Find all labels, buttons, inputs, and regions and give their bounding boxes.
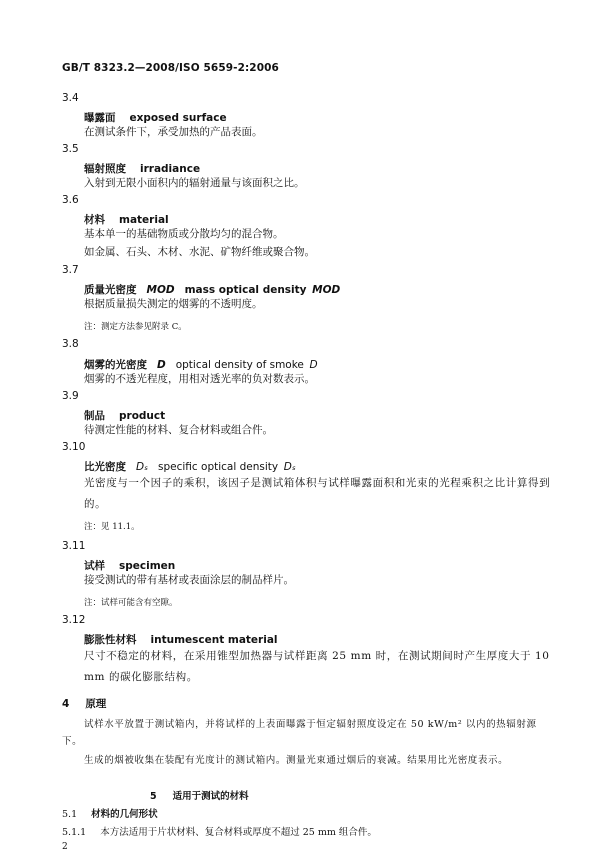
- clause-number: 3.4: [62, 92, 79, 104]
- term-zh: 烟雾的光密度: [84, 359, 147, 371]
- term-en: product: [119, 410, 166, 422]
- section-title: 原理: [85, 698, 107, 710]
- clause-number: 3.6: [62, 194, 79, 206]
- term-definition: 如金属、石头、木材、水泥、矿物纤维或聚合物。: [84, 246, 315, 258]
- term-symbol: D: [157, 359, 166, 371]
- term-symbol: Dₛ: [136, 461, 149, 473]
- section-title: 适用于测试的材料: [172, 791, 249, 802]
- term-zh: 膨胀性材料: [84, 634, 137, 646]
- subsection-title: 材料的几何形状: [91, 809, 158, 820]
- term-zh: 制品: [84, 410, 105, 422]
- term-en: material: [119, 214, 169, 226]
- clause-number: 3.9: [62, 390, 79, 402]
- term-definition: 待测定性能的材料、复合材料或组合件。: [84, 424, 273, 436]
- subsection-number: 5.1.1: [62, 827, 87, 838]
- term-en: optical density of smoke: [175, 359, 304, 371]
- section-heading: [150, 788, 249, 802]
- term-definition: 烟雾的不透光程度，用相对透光率的负对数表示。: [84, 373, 315, 385]
- term-definition: 尺寸不稳定的材料，在采用锥型加热器与试样距离 25 mm 时，在测试期间时产生厚度大于 10 mm 的碳化膨胀结构。: [84, 650, 550, 683]
- subsection-text: 本方法适用于片状材料、复合材料或厚度不超过 25 mm 组合件。: [100, 827, 377, 838]
- term-symbol: Dₛ: [283, 461, 296, 473]
- term-en: specific optical density: [158, 461, 279, 473]
- term-zh: 质量光密度: [84, 284, 137, 296]
- term-definition: 接受测试的带有基材或表面涂层的制品样片。: [84, 574, 294, 586]
- clause-number: 3.11: [62, 540, 86, 552]
- term-en: irradiance: [140, 163, 201, 175]
- term-en: mass optical density: [184, 284, 307, 296]
- term-note: 注：试样可能含有空隙。: [84, 598, 178, 608]
- term-symbol: D: [309, 359, 318, 371]
- term-en: specimen: [119, 560, 176, 572]
- section-number: 5: [150, 791, 157, 802]
- term-symbol: MOD: [146, 284, 175, 296]
- term-title: [84, 459, 306, 474]
- section-heading: [62, 696, 106, 711]
- page-number: 2: [62, 842, 68, 852]
- clause-number: 3.7: [62, 264, 79, 276]
- term-title: [84, 632, 278, 647]
- term-definition: 基本单一的基础物质或分散均匀的混合物。: [84, 228, 284, 240]
- term-zh: 辐射照度: [84, 163, 126, 175]
- term-zh: 材料: [84, 214, 105, 226]
- paragraph: 试样水平放置于测试箱内，并将试样的上表面曝露于恒定辐射照度设定在 50 kW/m² 以内的热辐射源下。: [62, 719, 537, 747]
- term-zh: 比光密度: [84, 461, 126, 473]
- term-symbol: MOD: [312, 284, 341, 296]
- term-definition: 在测试条件下，承受加热的产品表面。: [84, 126, 263, 138]
- term-definition: 入射到无限小面积内的辐射通量与该面积之比。: [84, 177, 305, 189]
- standard-header: GB/T 8323.2—2008/ISO 5659-2:2006: [62, 62, 279, 74]
- term-zh: 试样: [84, 560, 105, 572]
- clause-number: 3.10: [62, 441, 86, 453]
- subsection-paragraph: [62, 824, 377, 838]
- term-en: exposed surface: [129, 112, 227, 124]
- term-note: 注：测定方法参见附录 C。: [84, 322, 187, 332]
- term-zh: 曝露面: [84, 112, 116, 124]
- term-en: intumescent material: [150, 634, 278, 646]
- subsection-number: 5.1: [62, 809, 78, 820]
- term-definition: 光密度与一个因子的乘积，该因子是测试箱体积与试样曝露面积和光束的光程乘积之比计算得到的。: [84, 477, 551, 510]
- clause-number: 3.8: [62, 338, 79, 350]
- term-note: 注：见 11.1。: [84, 522, 140, 532]
- section-number: 4: [62, 698, 70, 710]
- clause-number: 3.12: [62, 614, 86, 626]
- subsection-heading: [62, 806, 158, 820]
- paragraph: 生成的烟被收集在装配有光度计的测试箱内。测量光束通过烟后的衰减。结果用比光密度表示。: [84, 755, 509, 766]
- clause-number: 3.5: [62, 143, 79, 155]
- term-definition: 根据质量损失测定的烟雾的不透明度。: [84, 298, 263, 310]
